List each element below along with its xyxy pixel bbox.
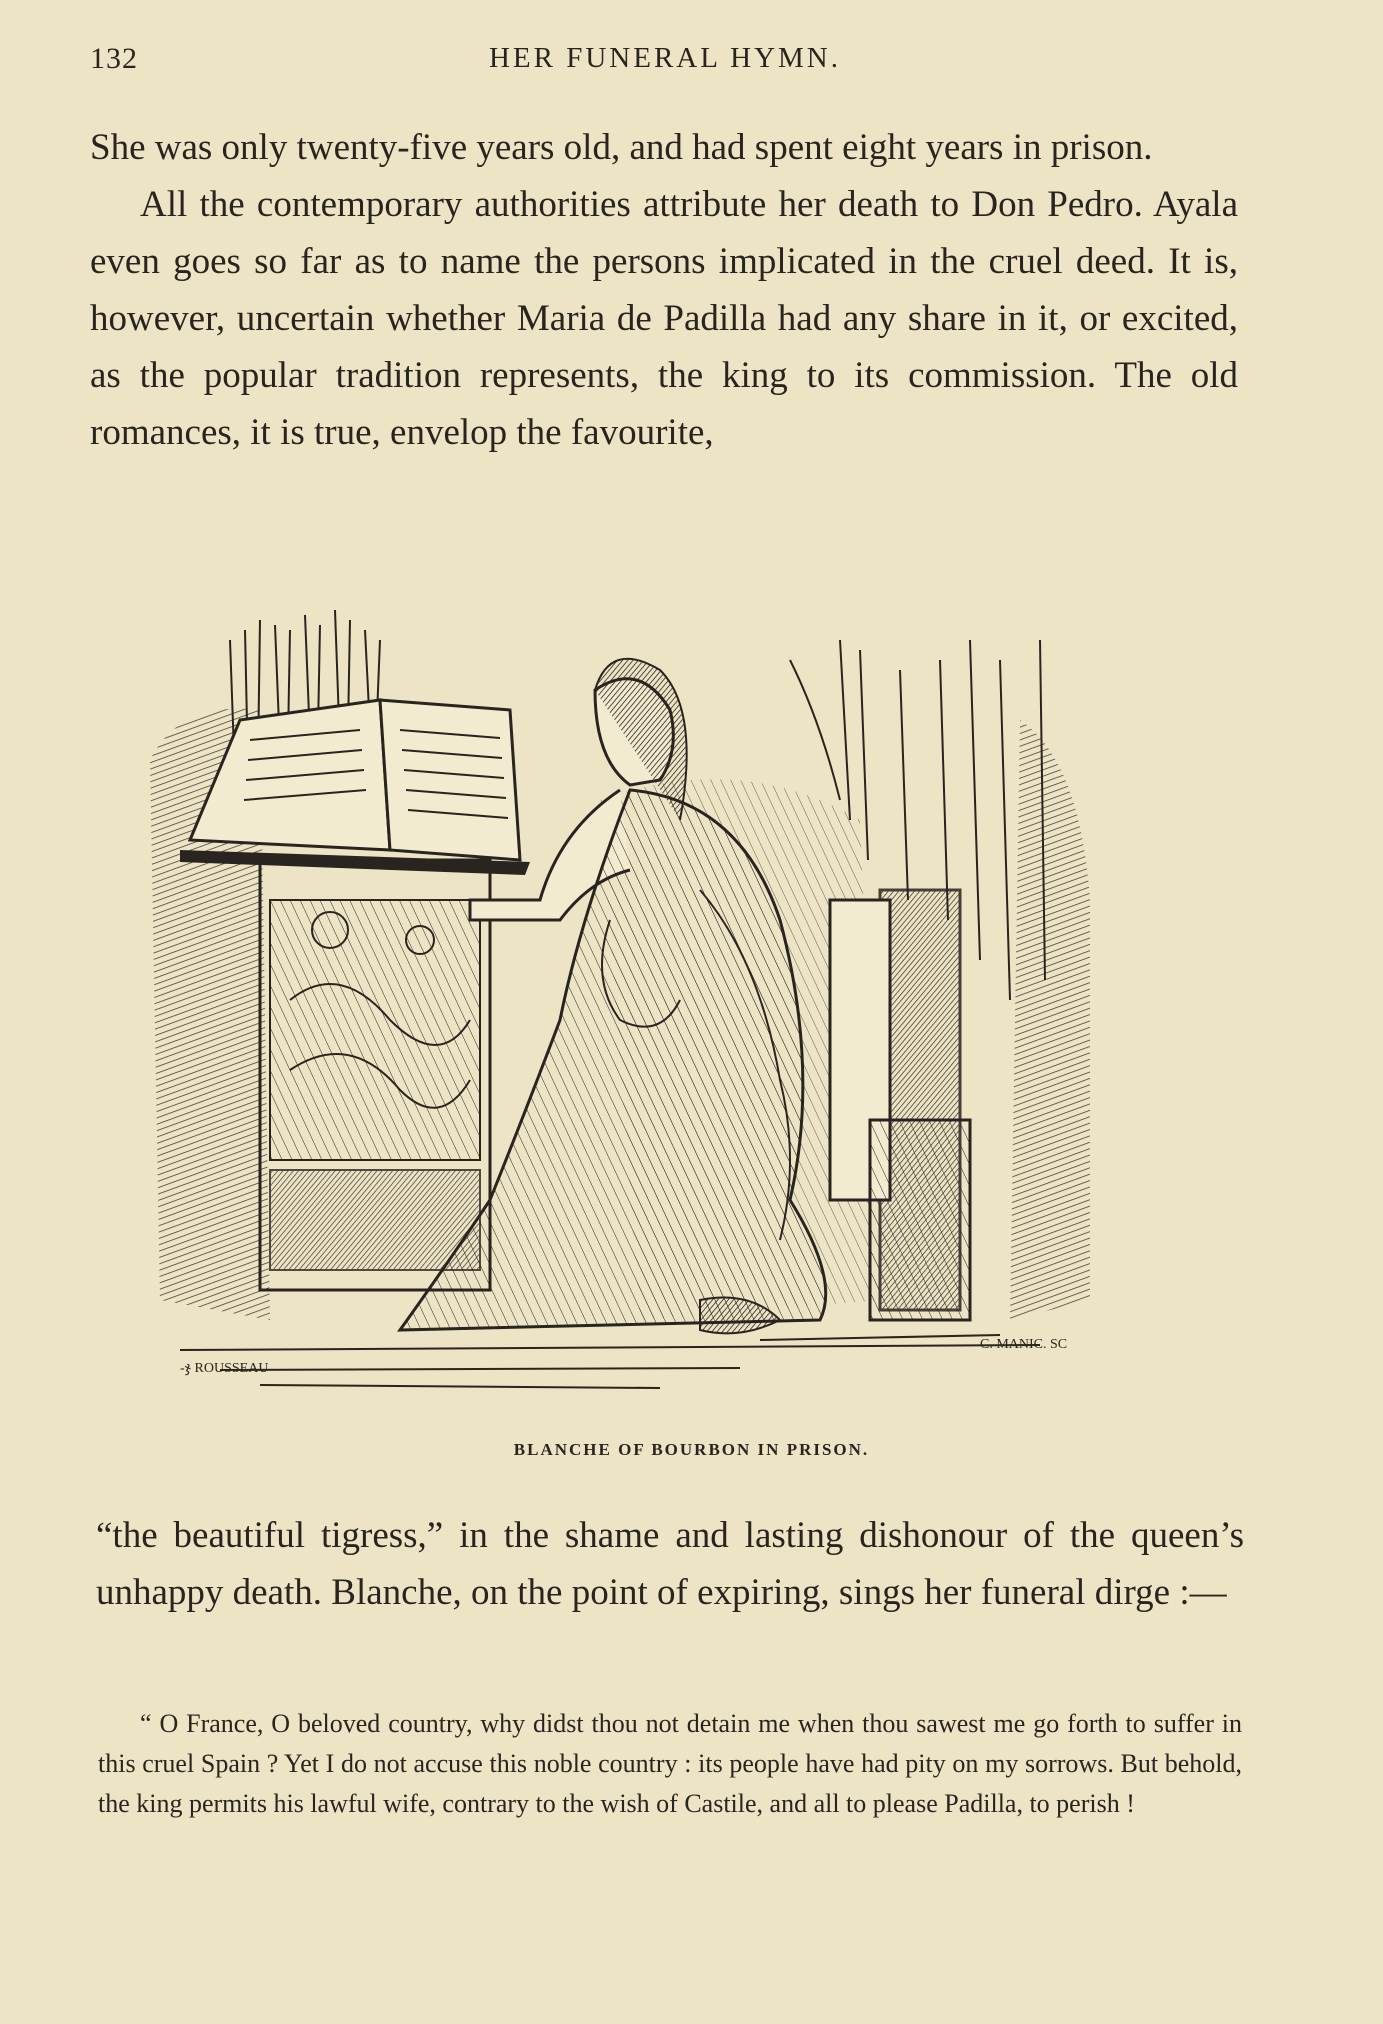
paragraph: She was only twenty-five years old, and had spent eight years in prison. [90,127,1153,168]
page-header [90,42,1240,82]
engraver-signature-right: C. MANIC. SC [980,1337,1068,1352]
page-number: 132 [90,42,138,75]
figure-caption: BLANCHE OF BOURBON IN PRISON. [513,1440,870,1459]
quote-text: “ O France, O beloved country, why didst thou not detain me when thou sawest me go forth to suffer in this cruel Spain ? Yet I do not accuse this noble country : its people have had pity on my sorrows. But behold, the king permits his lawful wife, contrary to the wish of Castile, and all to please Padilla, to perish ! [98,1709,1242,1818]
running-head: HER FUNERAL HYMN. [488,42,842,74]
engraver-signature-left: -ჯ ROUSSEAU [180,1361,269,1376]
body-text-top [90,119,1238,461]
body-text-bottom [96,1507,1244,1621]
engraving-image [140,600,1170,1420]
paragraph: “the beautiful tigress,” in the shame and lasting dishonour of the queen’s unhappy death. Blanche, on the point of expiring, sings her funeral dirge :— [96,1515,1244,1613]
paragraph: All the contemporary authorities attribute her death to Don Pedro. Ayala even goes so far as to name the persons implicated in the cruel deed. It is, however, uncertain whether Maria de Padilla had any share in it, or excited, as the popular tradition represents, the king to its commission. The old romances, it is true, envelop the favourite, [90,184,1238,453]
block-quote [98,1704,1242,1824]
engraving-illustration [140,600,1170,1420]
